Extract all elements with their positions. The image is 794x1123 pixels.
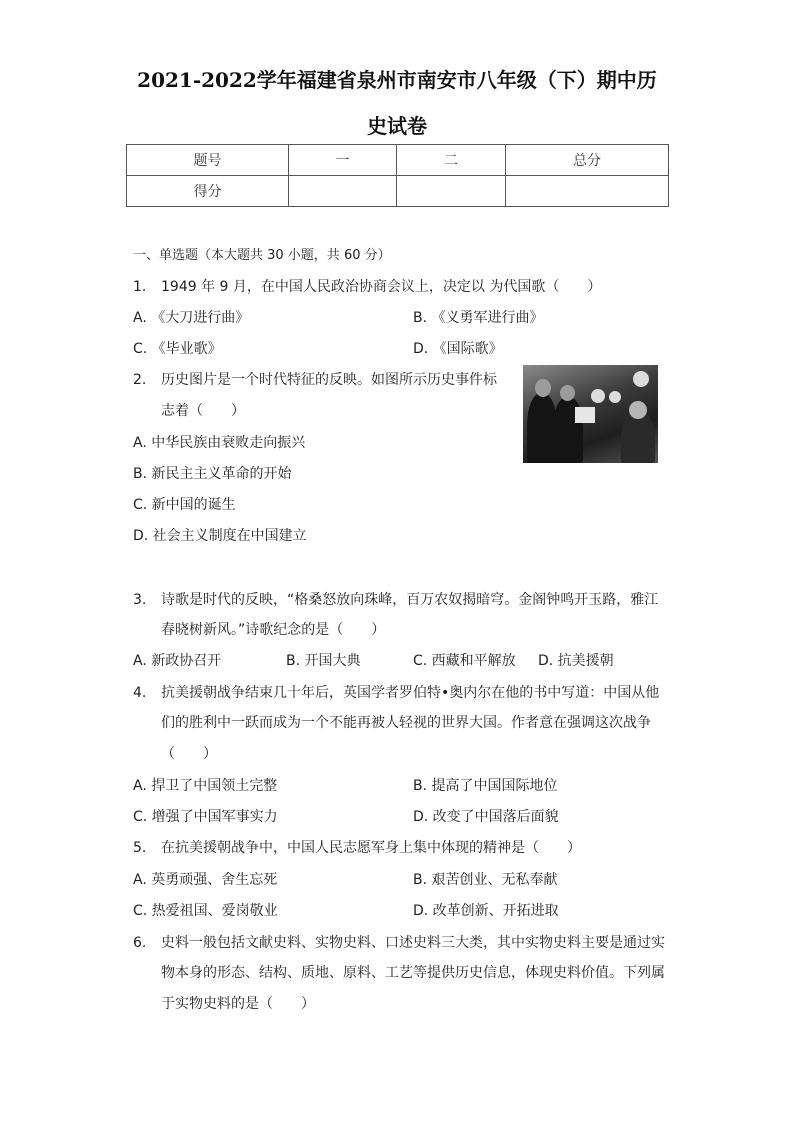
option-a: A. 新政协召开 xyxy=(133,653,222,669)
option-b: B. 提高了中国国际地位 xyxy=(413,778,558,794)
score-header-cell: 题号 xyxy=(127,145,289,176)
score-header-cell: 总分 xyxy=(506,145,669,176)
question-text-line: 物本身的形态、结构、质地、原料、工艺等提供历史信息，体现史料价值。下列属 xyxy=(161,965,665,981)
question-text-line: 历史图片是一个时代特征的反映。如图所示历史事件标 xyxy=(161,372,497,388)
option-a: A. 英勇顽强、舍生忘死 xyxy=(133,872,278,888)
score-table-header-row xyxy=(127,145,669,176)
option-a: A. 捍卫了中国领土完整 xyxy=(133,778,278,794)
option-c: C. 《毕业歌》 xyxy=(133,341,222,357)
question-text-line: 抗美援朝战争结束几十年后，英国学者罗伯特•奥内尔在他的书中写道：中国从他 xyxy=(161,685,660,701)
exam-title-line1: 2021-2022学年福建省泉州市南安市八年级（下）期中历 xyxy=(137,68,657,92)
option-c: C. 西藏和平解放 xyxy=(413,653,516,669)
question-text-line: 春晓树新风。”诗歌纪念的是（ ） xyxy=(161,622,386,638)
score-cell-empty xyxy=(397,176,506,207)
option-d: D. 《国际歌》 xyxy=(413,341,503,357)
question-number: 2. xyxy=(133,372,147,388)
question-text-line: 1949 年 9 月，在中国人民政治协商会议上，决定以 为代国歌（ ） xyxy=(161,279,602,295)
question-number: 3. xyxy=(133,592,147,608)
option-b: B. 开国大典 xyxy=(286,653,361,669)
score-cell-empty xyxy=(506,176,669,207)
option-a: A. 《大刀进行曲》 xyxy=(133,310,250,326)
score-row-label: 得分 xyxy=(127,176,289,207)
question-text-line: 诗歌是时代的反映，“格桑怒放向珠峰，百万农奴揭暗穹。金阁钟鸣开玉路，雅江 xyxy=(161,592,659,608)
question-text-line: （ ） xyxy=(161,746,217,762)
score-cell-empty xyxy=(289,176,397,207)
option-d: D. 改革创新、开拓进取 xyxy=(413,903,559,919)
option-c: C. 增强了中国军事实力 xyxy=(133,809,278,825)
option-c: C. 热爱祖国、爱岗敬业 xyxy=(133,903,278,919)
question-number: 5. xyxy=(133,840,147,856)
option-b: B. 《义勇军进行曲》 xyxy=(413,310,544,326)
score-header-cell: 一 xyxy=(289,145,397,176)
historical-photo xyxy=(523,365,658,463)
option-d: D. 社会主义制度在中国建立 xyxy=(133,528,307,544)
question-text-line: 于实物史料的是（ ） xyxy=(161,996,315,1012)
question-number: 4. xyxy=(133,685,147,701)
question-text-line: 志着（ ） xyxy=(161,403,245,419)
section-heading: 一、单选题（本大题共 30 小题，共 60 分） xyxy=(133,248,391,263)
option-b: B. 艰苦创业、无私奉献 xyxy=(413,872,558,888)
exam-title-line2: 史试卷 xyxy=(367,114,427,138)
option-b: B. 新民主主义革命的开始 xyxy=(133,466,292,482)
option-d: D. 抗美援朝 xyxy=(538,653,614,669)
option-a: A. 中华民族由衰败走向振兴 xyxy=(133,435,306,451)
question-text-line: 史料一般包括文献史料、实物史料、口述史料三大类，其中实物史料主要是通过实 xyxy=(161,935,665,951)
question-text-line: 们的胜利中一跃而成为一个不能再被人轻视的世界大国。作者意在强调这次战争 xyxy=(161,715,651,731)
score-table xyxy=(126,144,669,207)
question-number: 1. xyxy=(133,279,147,295)
score-table-score-row xyxy=(127,176,669,207)
question-number: 6. xyxy=(133,935,147,951)
option-c: C. 新中国的诞生 xyxy=(133,497,236,513)
question-text-line: 在抗美援朝战争中，中国人民志愿军身上集中体现的精神是（ ） xyxy=(161,840,581,856)
score-header-cell: 二 xyxy=(397,145,506,176)
option-d: D. 改变了中国落后面貌 xyxy=(413,809,559,825)
